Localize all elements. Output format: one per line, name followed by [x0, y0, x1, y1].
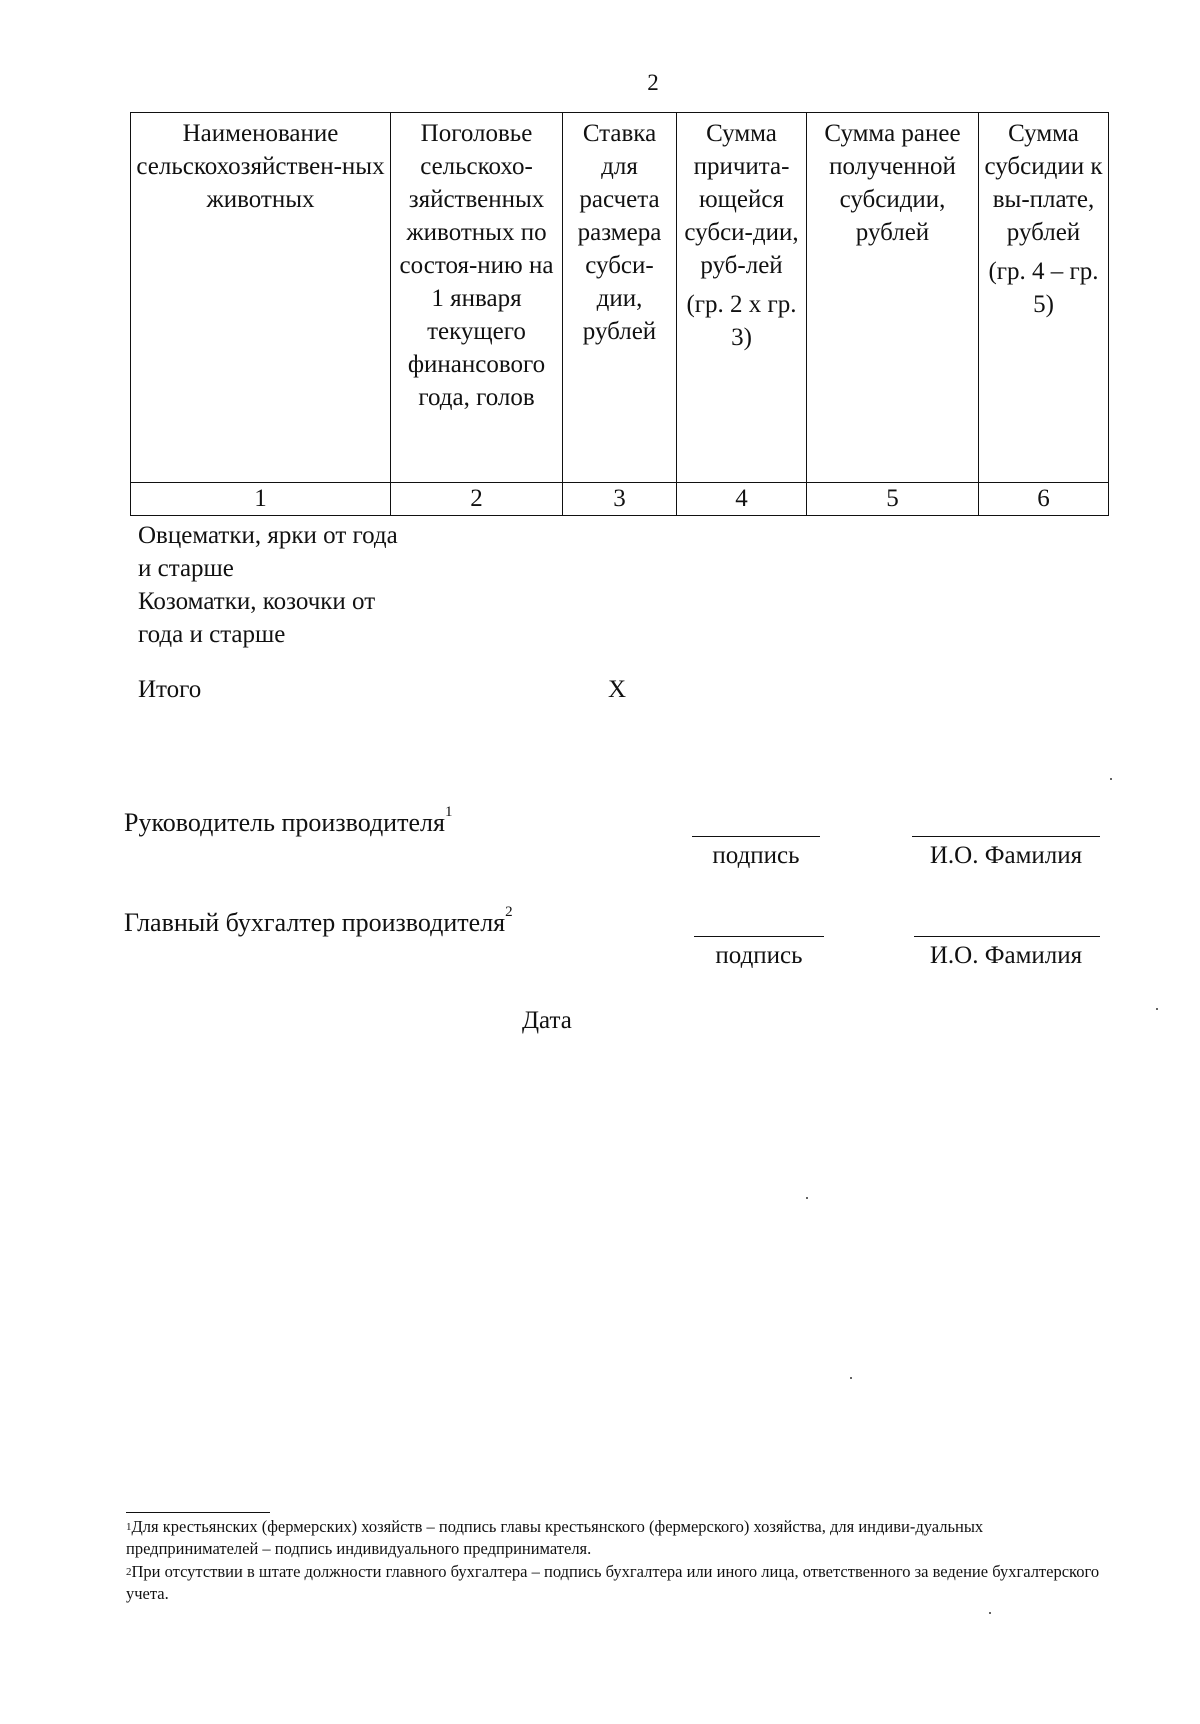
column-number: 6	[979, 483, 1109, 516]
accountant-role-text: Главный бухгалтер производителя	[124, 908, 506, 937]
head-name-line	[912, 836, 1100, 837]
column-number-row	[131, 483, 1109, 516]
footnote-ref: 1	[444, 804, 453, 820]
footnote-number: 2	[126, 1566, 132, 1578]
header-payout-amount	[979, 113, 1109, 483]
accountant-role-label	[124, 904, 513, 938]
row-label-sheep: Овцематки, ярки от года и старше	[138, 522, 398, 582]
footnote-ref: 2	[505, 904, 513, 920]
total-mark: Х	[608, 676, 627, 703]
head-signature-caption: подпись	[712, 842, 800, 869]
total-label: Итого	[138, 676, 202, 703]
header-text: Ставка для расчета размера субси-дии, рублей	[577, 120, 662, 345]
head-name-caption: И.О. Фамилия	[929, 842, 1083, 869]
header-text: Наименование сельскохозяйствен-ных животных	[136, 120, 385, 213]
footnote-text: Для крестьянских (фермерских) хозяйств – подпись главы крестьянского (фермерского) хозяйства, для индиви-дуальных предпринимателей – подпись индивидуального предпринимателя.	[126, 1517, 984, 1558]
header-formula: (гр. 4 – гр. 5)	[988, 258, 1099, 318]
footnote-2	[126, 1561, 1106, 1605]
column-number: 2	[391, 483, 563, 516]
header-animal-name	[131, 113, 391, 483]
scan-speck	[1156, 1008, 1158, 1010]
scan-speck	[1110, 778, 1112, 780]
header-livestock-count	[391, 113, 563, 483]
header-due-amount	[677, 113, 807, 483]
scan-speck	[989, 1612, 991, 1614]
date-label: Дата	[522, 1007, 572, 1034]
head-signature-line	[692, 836, 820, 837]
head-role-text: Руководитель производителя	[124, 808, 445, 837]
subsidy-table	[130, 112, 1109, 516]
header-text: Сумма ранее полученной субсидии, рублей	[824, 120, 961, 246]
accountant-name-caption: И.О. Фамилия	[929, 942, 1083, 969]
column-number: 1	[131, 483, 391, 516]
column-number: 5	[807, 483, 979, 516]
page-number: 2	[647, 70, 659, 95]
header-formula: (гр. 2 х гр. 3)	[686, 291, 797, 351]
column-number: 4	[677, 483, 807, 516]
accountant-name-line	[914, 936, 1100, 937]
accountant-signature-caption: подпись	[715, 942, 803, 969]
head-role-label	[124, 804, 453, 838]
footnote-text: При отсутствии в штате должности главного бухгалтера – подпись бухгалтера или иного лица, ответственного за ведение бухгалтерского учета.	[126, 1562, 1100, 1603]
accountant-signature-line	[694, 936, 824, 937]
header-text: Поголовье сельскохо-зяйственных животных по состоя-нию на 1 января текущего финансового года, голов	[399, 120, 554, 411]
scan-speck	[806, 1197, 808, 1199]
footnote-separator	[126, 1512, 270, 1513]
row-label-goats: Козоматки, козочки от года и старше	[138, 588, 376, 648]
header-text: Сумма причита-ющейся субси-дии, руб-лей	[684, 120, 799, 279]
footnote-1	[126, 1516, 1106, 1560]
table-header-row	[131, 113, 1109, 483]
header-previous-amount	[807, 113, 979, 483]
footnote-number: 1	[126, 1521, 132, 1533]
header-text: Сумма субсидии к вы-плате, рублей	[984, 120, 1103, 246]
header-rate	[563, 113, 677, 483]
column-number: 3	[563, 483, 677, 516]
scan-speck	[850, 1377, 852, 1379]
